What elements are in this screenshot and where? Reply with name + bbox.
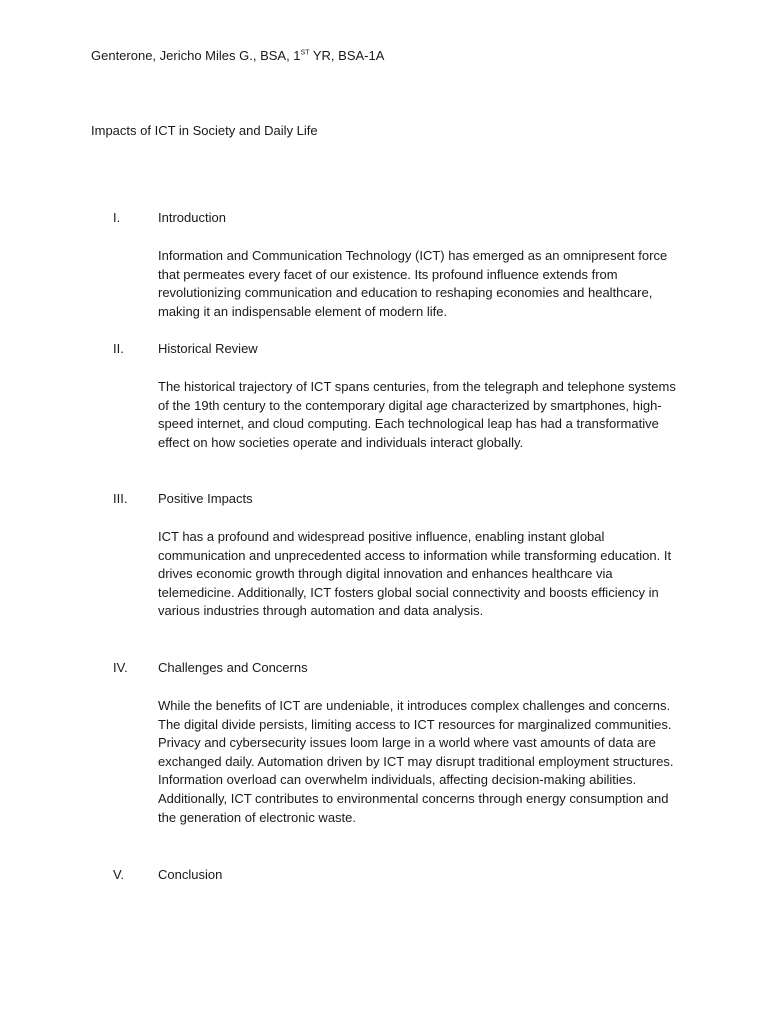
section-heading: Conclusion bbox=[158, 867, 223, 882]
section-heading: Historical Review bbox=[158, 341, 258, 356]
section-heading: Positive Impacts bbox=[158, 491, 253, 506]
section-heading: Introduction bbox=[158, 210, 226, 225]
section-numeral: I. bbox=[113, 210, 121, 225]
section-body: While the benefits of ICT are undeniable, it introduces complex challenges and concerns. The digital divide persists, limiting access to ICT resources for marginalized communities. Privacy and cybersecurity issues loom large in a world where vast amounts of data are exchanged daily. Automation driven by ICT may disrupt traditional employment structures. Information overload can overwhelm individuals, affecting decision-making abilities. Additionally, ICT contributes to environmental concerns through energy consumption and the generation of electronic waste. bbox=[158, 698, 674, 825]
section-heading: Challenges and Concerns bbox=[158, 660, 308, 675]
section-numeral: IV. bbox=[113, 660, 128, 675]
section-body: ICT has a profound and widespread positive influence, enabling instant global communication and unprecedented access to information while transforming education. It drives economic growth through digital innovation and enhances healthcare via telemedicine. Additionally, ICT fosters global social connectivity and boosts efficiency in various industries through automation and data analysis. bbox=[158, 529, 672, 619]
section-numeral: III. bbox=[113, 491, 128, 506]
section-body: The historical trajectory of ICT spans centuries, from the telegraph and telephone systems of the 19th century to the contemporary digital age characterized by smartphones, high-speed internet, and cloud computing. Each technological leap has had a transformative effect on how societies operate and individuals interact globally. bbox=[158, 379, 676, 450]
author-year-superscript: ST bbox=[300, 49, 310, 57]
document-title: Impacts of ICT in Society and Daily Life bbox=[91, 123, 318, 138]
author-program: YR, BSA-1A bbox=[309, 48, 385, 63]
author-name: Genterone, Jericho Miles G., BSA, 1 bbox=[91, 48, 301, 63]
author-line bbox=[91, 47, 384, 65]
section-numeral: V. bbox=[113, 867, 125, 882]
section-body: Information and Communication Technology (ICT) has emerged as an omnipresent force that permeates every facet of our existence. Its profound influence extends from revolutionizing communication and education to reshaping economies and healthcare, making it an indispensable element of modern life. bbox=[158, 248, 668, 319]
section-numeral: II. bbox=[113, 341, 124, 356]
